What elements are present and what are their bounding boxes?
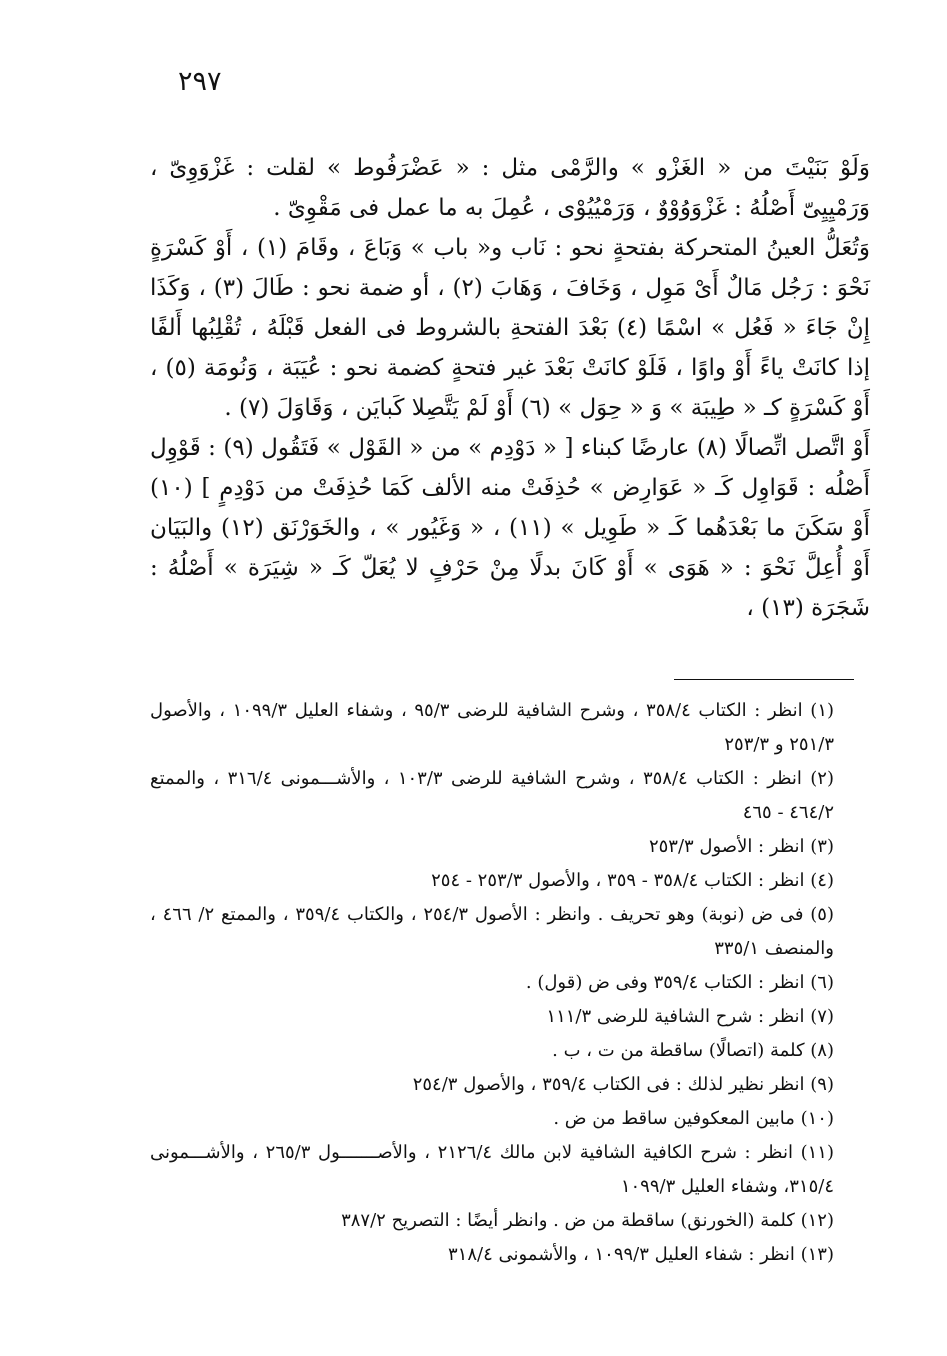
footnote-10: (١٠) مابين المعكوفين ساقط من ض .: [553, 1108, 834, 1129]
paragraph-3: أَوْ اتَّصل اتِّصالًا (٨) عارضًا كبناء [ « دَوْدِم » من « القَوْل » فَتَقُول (٩) : قَوْوِل أَصْلُه : قَوَاوِل كَـ « عَوَارِض » حُذِفَتْ منه الألف كَمَا حُذِفَتْ من دَوْدِمٍ ] (١٠) أَوْ سَكَنَ ما بَعْدَهُما كَـ « طَوِيل » (١١) ، « وَغَيُور » ، والخَوَرْنَق (١٢) والبَيَان أَوْ أُعِلَّ نَحْوَ : « هَوَى » أَوْ كَانَ بدلًا مِنْ حَرْفٍ لا يُعَلّ كَـ « شِيَرَة » أَصْلُهُ : شَجَرَة (١٣) ،: [150, 435, 870, 621]
footnote-divider: [674, 679, 854, 680]
footnote-7: (٧) انظر : شرح الشافية للرضى ١١١/٣: [546, 1006, 834, 1027]
paragraph-1: وَلَوْ بَنَيْتَ من « الغَزْو » والرَّمْى مثل : « عَضْرَفُوط » لقلت : غَزْوَوِىّ ، وَرَمْيِيِىّ أَصْلُهُ : غَزْوَوُوْوٌ ، وَرَمْيُيُوْى ، عُمِلَ به ما عمل فى مَقْوِىّ .: [150, 155, 870, 221]
footnote-4: (٤) انظر : الكتاب ٣٥٨/٤ - ٣٥٩ ، والأصول ٢٥٣/٣ - ٢٥٤: [431, 870, 834, 891]
footnote-9: (٩) انظر نظير لذلك : فى الكتاب ٣٥٩/٤ ، والأصول ٢٥٤/٣: [412, 1074, 834, 1095]
paragraph-2: وَتُعَلُّ العينُ المتحركة بفتحةٍ نحو : نَاب و« باب » وَبَاعَ ، وقَامَ (١) ، أَوْ كَسْرَةٍ نَحْوَ : رَجُل مَالٌ أَىْ مَوِل ، وَخَافَ ، وَهَابَ (٢) ، أو ضمة نحو : طَالَ (٣) ، وَكَذَا إِنْ جَاءَ « فَعُل » اسْمًا (٤) بَعْدَ الفتحةِ بالشروط فى الفعل قَبْلَهُ ، تُقْلِبُها أَلفًا إذا كانَتْ ياءً أَوْ واوًا ، فَلَوْ كانَتْ بَعْدَ غير فتحةٍ كضمة نحو : عُيَبَة ، وَنُومَة (٥) ، أَوْ كَسْرَةٍ كـ « طِيبَة » وَ « حِوَل » (٦) أَوْ لَمْ يَتَّصِلا كَبايَن ، وَقَاوَلَ (٧) .: [150, 235, 870, 421]
page-number: ٢٩٧: [178, 66, 222, 97]
footnote-6: (٦) انظر : الكتاب ٣٥٩/٤ وفى ض (قول) .: [525, 972, 834, 993]
footnotes: [150, 694, 870, 1272]
footnote-3: (٣) انظر : الأصول ٢٥٣/٣: [648, 836, 834, 857]
footnote-13: (١٣) انظر : شفاء العليل ١٠٩٩/٣ ، والأشمونى ٣١٨/٤: [448, 1244, 834, 1265]
main-text: [150, 148, 870, 628]
footnote-2: (٢) انظر : الكتاب ٣٥٨/٤ ، وشرح الشافية للرضى ١٠٣/٣ ، والأشـــمونى ٣١٦/٤ ، والممتع ٤٦٤/٢ - ٤٦٥: [150, 768, 834, 823]
footnote-12: (١٢) كلمة (الخورنق) ساقطة من ض . وانظر أيضًا : التصريح ٣٨٧/٢: [341, 1210, 834, 1231]
footnote-1: (١) انظر : الكتاب ٣٥٨/٤ ، وشرح الشافية للرضى ٩٥/٣ ، وشفاء العليل ١٠٩٩/٣ ، والأصول ٢٥١/٣ و ٢٥٣/٣: [150, 700, 835, 755]
footnote-8: (٨) كلمة (اتصالًا) ساقطة من ت ، ب .: [552, 1040, 834, 1061]
footnote-5: (٥) فى ض (نوبة) وهو تحريف . وانظر : الأصول ٢٥٤/٣ ، والكتاب ٣٥٩/٤ ، والممتع ٢/ ٤٦٦ ، والمنصف ٣٣٥/١: [150, 904, 834, 959]
footnote-11: (١١) انظر : شرح الكافية الشافية لابن مالك ٢١٢٦/٤ ، والأصـــــــول ٢٦٥/٣ ، والأشـــمونى ٣١٥/٤، وشفاء العليل ١٠٩٩/٣: [150, 1142, 834, 1197]
